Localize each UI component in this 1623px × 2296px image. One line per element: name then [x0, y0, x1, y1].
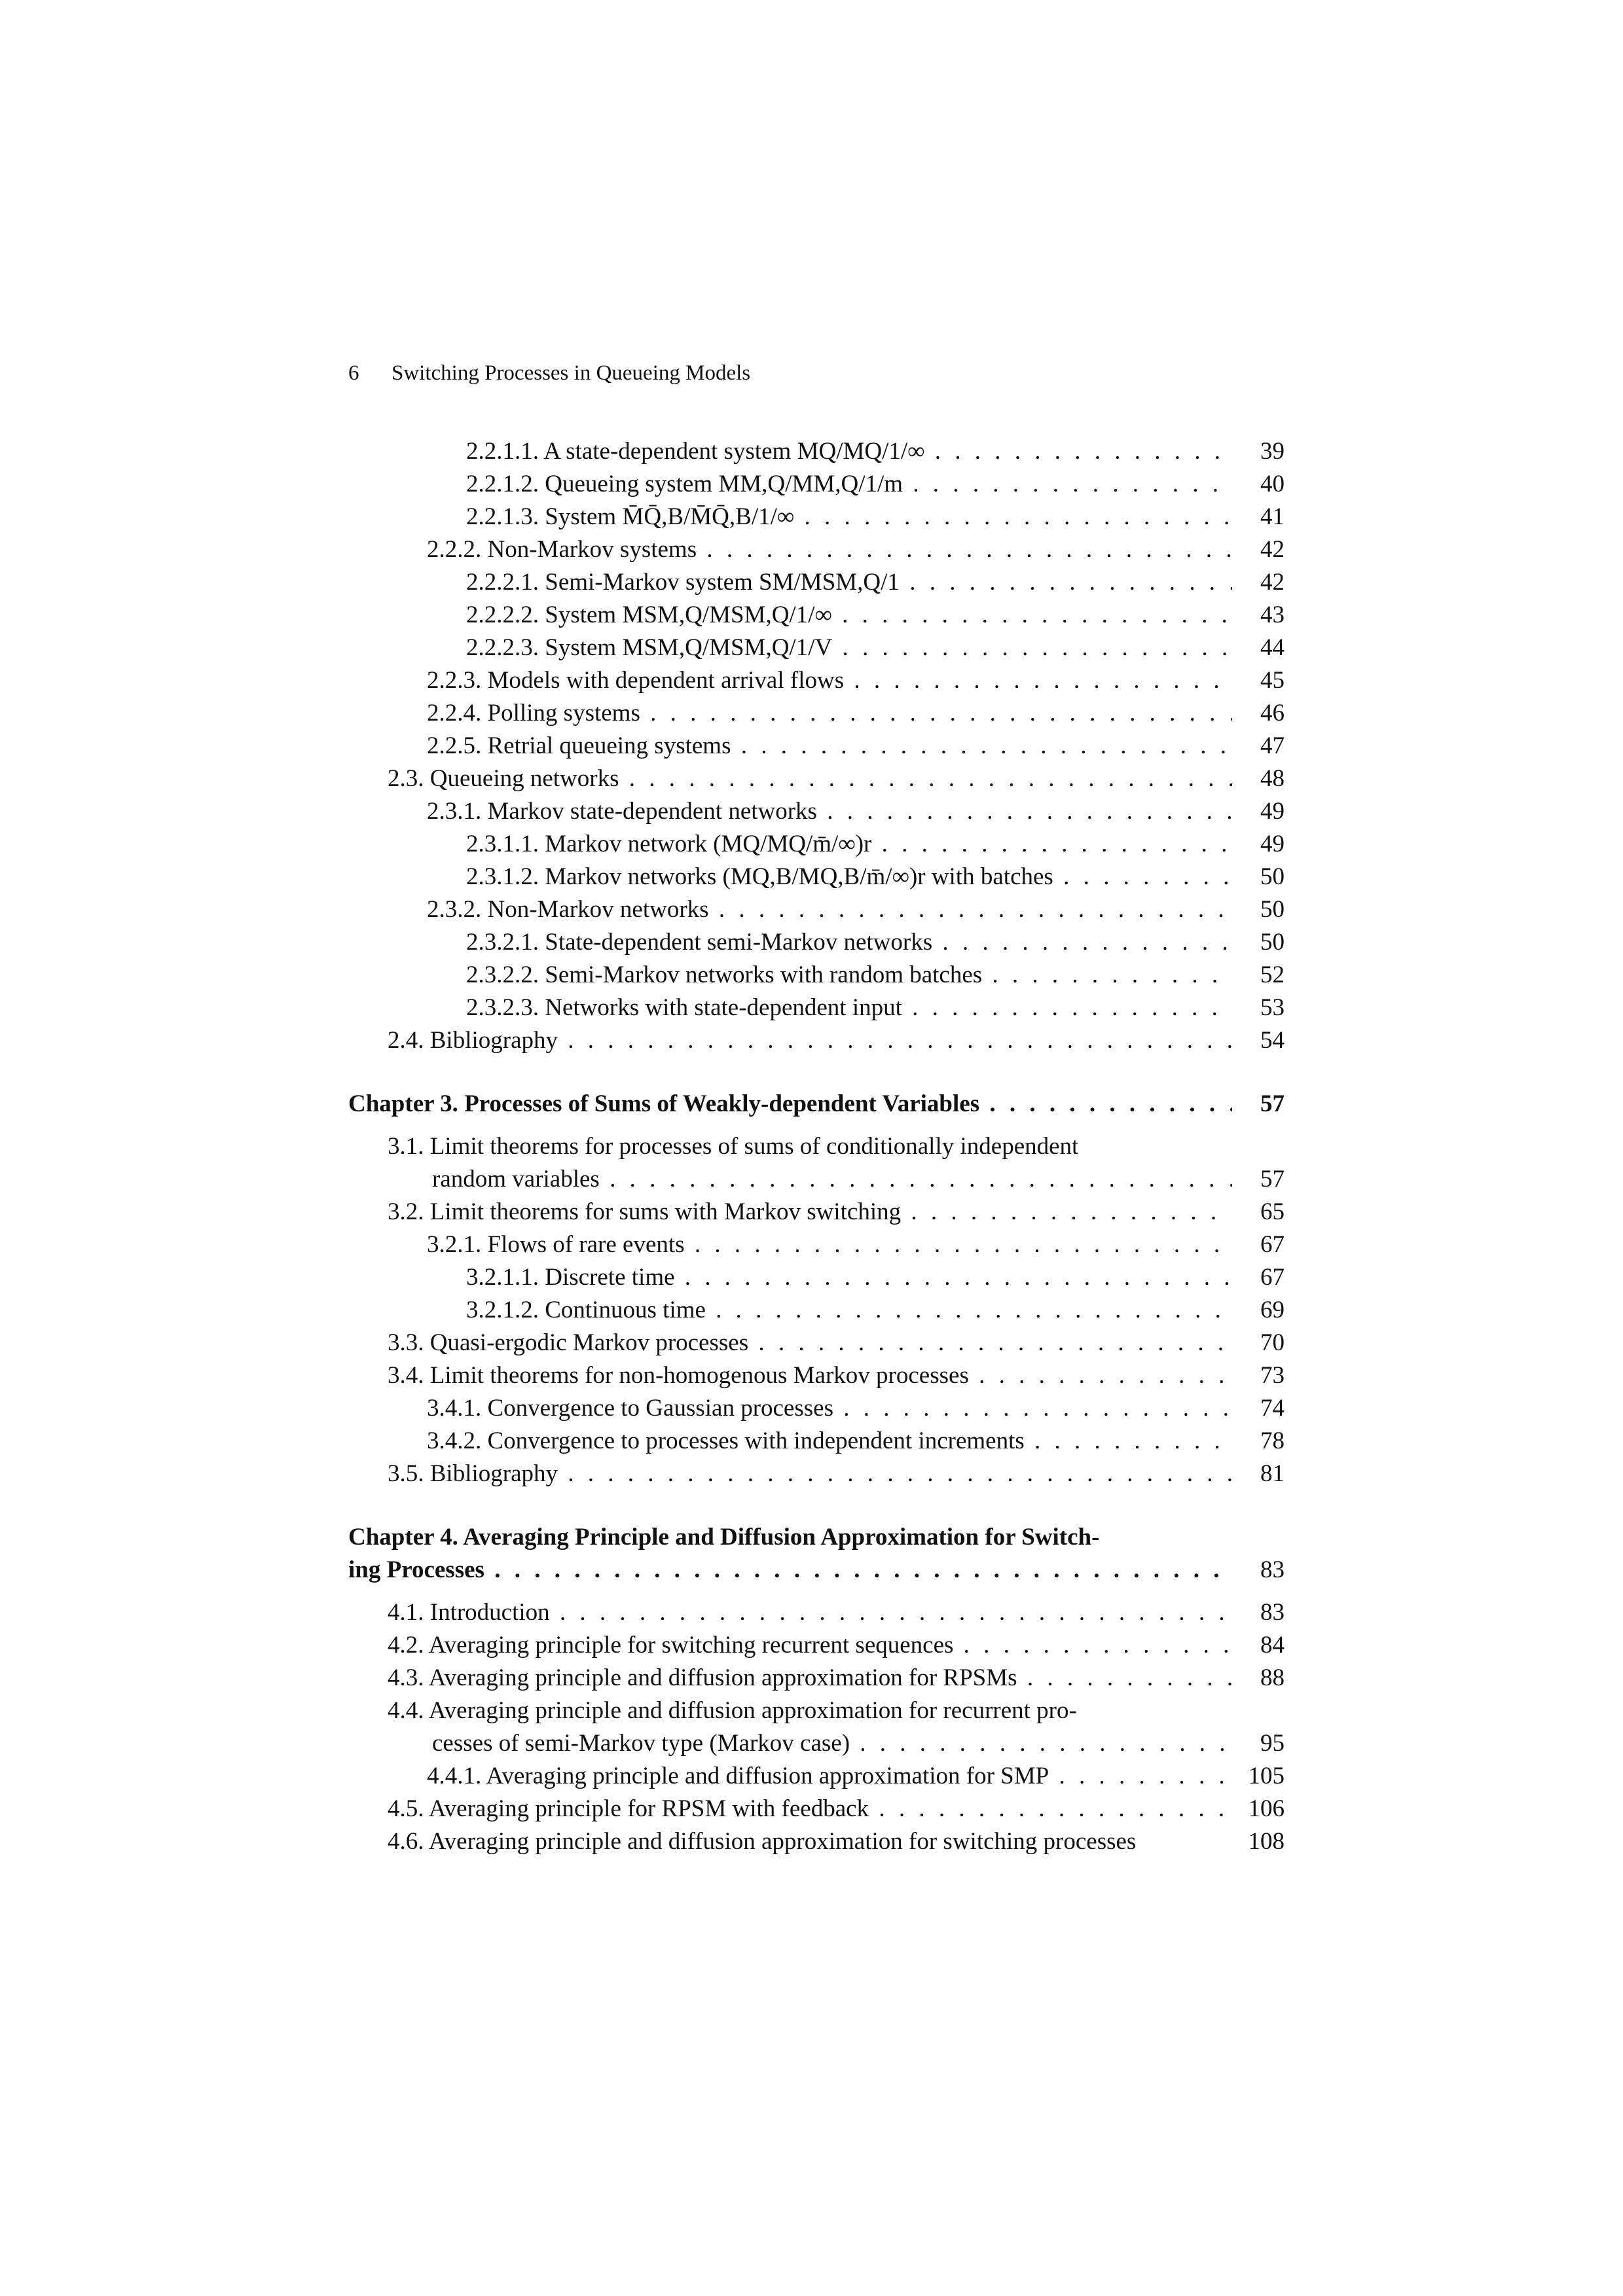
toc-entry-page: 40: [1260, 471, 1285, 497]
toc-entry[interactable]: [348, 533, 1285, 566]
toc-entry-page: 73: [1260, 1362, 1285, 1389]
toc-entry-page: 83: [1260, 1599, 1285, 1626]
toc-entry-title: 2.2.1.3. System M̄Q̄,B/M̄Q̄,B/1/∞ . . .: [466, 501, 1232, 533]
toc-entry[interactable]: [348, 828, 1285, 861]
toc-entry-page: 88: [1260, 1664, 1285, 1691]
toc-entry[interactable]: [348, 1229, 1285, 1261]
toc-entry-page: 43: [1260, 601, 1285, 628]
toc-entry[interactable]: [348, 1596, 1285, 1629]
toc-entry-title: 2.2.2. Non-Markov systems . . .: [427, 533, 1232, 566]
toc-chapter-title: Chapter 3. Processes of Sums of Weakly-dependent Variables . . .: [348, 1088, 1232, 1121]
running-header: [348, 356, 750, 390]
toc-entry[interactable]: [348, 1024, 1285, 1057]
toc-chapter-entry[interactable]: [348, 1521, 1285, 1554]
toc-entry-title: 2.2.2.2. System MSM,Q/MSM,Q/1/∞ . . .: [466, 599, 1232, 632]
toc-entry-page: 78: [1260, 1427, 1285, 1454]
toc-entry-page: 53: [1260, 994, 1285, 1021]
toc-entry[interactable]: [348, 1425, 1285, 1458]
table-of-contents: [348, 435, 1285, 1858]
toc-entry-title: 4.2. Averaging principle for switching recurrent sequences . . .: [388, 1629, 1232, 1662]
toc-entry[interactable]: [348, 599, 1285, 632]
toc-entry-title: 3.4.2. Convergence to processes with independent increments . . .: [427, 1425, 1232, 1458]
toc-entry-title: 4.3. Averaging principle and diffusion approximation for RPSMs . . .: [388, 1662, 1232, 1695]
toc-entry-page: 45: [1260, 667, 1285, 694]
toc-entry-title: 4.5. Averaging principle for RPSM with feedback . . .: [388, 1793, 1232, 1825]
toc-entry[interactable]: [348, 1760, 1285, 1793]
toc-entry-continuation[interactable]: [348, 1163, 1285, 1196]
toc-entry-title: 2.4. Bibliography . . .: [388, 1024, 1232, 1057]
toc-entry[interactable]: [348, 992, 1285, 1024]
toc-entry-page: 70: [1260, 1329, 1285, 1356]
toc-entry[interactable]: [348, 697, 1285, 730]
toc-entry-title: 3.2.1.2. Continuous time . . .: [466, 1294, 1232, 1327]
toc-entry-page: 84: [1260, 1632, 1285, 1659]
toc-entry-title: 2.3.1. Markov state-dependent networks . . .: [427, 795, 1232, 828]
toc-entry[interactable]: [348, 1825, 1285, 1858]
toc-entry[interactable]: [348, 1327, 1285, 1359]
toc-entry-page: 47: [1260, 732, 1285, 759]
toc-entry[interactable]: [348, 632, 1285, 664]
toc-entry[interactable]: [348, 861, 1285, 893]
toc-entry[interactable]: [348, 893, 1285, 926]
toc-entry-page: 83: [1260, 1556, 1285, 1583]
toc-entry-title: 2.2.2.1. Semi-Markov system SM/MSM,Q/1 . . .: [466, 566, 1232, 599]
toc-entry-page: 48: [1260, 765, 1285, 792]
toc-entry-page: 106: [1248, 1795, 1285, 1822]
toc-entry-title: cesses of semi-Markov type (Markov case) . . .: [432, 1727, 1232, 1760]
toc-chapter-title: Chapter 4. Averaging Principle and Diffusion Approximation for Switch-: [348, 1524, 1100, 1551]
toc-entry[interactable]: [348, 1695, 1285, 1727]
toc-entry-title: 2.3.1.2. Markov networks (MQ,B/MQ,B/m̄/∞)r with batches . . .: [466, 861, 1232, 893]
toc-entry-title: 2.2.5. Retrial queueing systems . . .: [427, 730, 1232, 762]
toc-entry-title: 3.4. Limit theorems for non-homogenous Markov processes . . .: [388, 1359, 1232, 1392]
toc-entry[interactable]: [348, 795, 1285, 828]
toc-entry-title: 2.3.2. Non-Markov networks . . .: [427, 893, 1232, 926]
toc-entry-title: 4.4. Averaging principle and diffusion approximation for recurrent pro-: [388, 1697, 1077, 1724]
toc-entry[interactable]: [348, 664, 1285, 697]
toc-entry-title: 3.2.1.1. Discrete time . . .: [466, 1261, 1232, 1294]
toc-entry-title: 2.2.3. Models with dependent arrival flows . . .: [427, 664, 1232, 697]
toc-entry-page: 41: [1260, 503, 1285, 530]
toc-entry-title: 3.2. Limit theorems for sums with Markov switching . . .: [388, 1196, 1232, 1229]
toc-entry-title: 3.5. Bibliography . . .: [388, 1458, 1232, 1490]
toc-entry-page: 50: [1260, 929, 1285, 956]
toc-entry-title: 3.2.1. Flows of rare events . . .: [427, 1229, 1232, 1261]
toc-entry-page: 52: [1260, 961, 1285, 988]
toc-chapter-continuation[interactable]: [348, 1554, 1285, 1587]
toc-entry[interactable]: [348, 1359, 1285, 1392]
toc-entry-page: 46: [1260, 700, 1285, 726]
toc-entry-page: 42: [1260, 569, 1285, 596]
toc-entry-title: 4.1. Introduction . . .: [388, 1596, 1232, 1629]
toc-entry-page: 69: [1260, 1297, 1285, 1323]
toc-entry-page: 49: [1260, 798, 1285, 825]
toc-entry-title: 2.3.2.3. Networks with state-dependent input . . .: [466, 992, 1232, 1024]
toc-entry-continuation[interactable]: [348, 1727, 1285, 1760]
toc-entry-page: 57: [1260, 1166, 1285, 1193]
toc-entry-page: 50: [1260, 863, 1285, 890]
toc-entry-title: 2.3.1.1. Markov network (MQ/MQ/m̄/∞)r . . .: [466, 828, 1232, 861]
toc-entry[interactable]: [348, 926, 1285, 959]
toc-entry[interactable]: [348, 1458, 1285, 1490]
toc-entry-page: 42: [1260, 536, 1285, 563]
toc-entry[interactable]: [348, 730, 1285, 762]
toc-entry[interactable]: [348, 1261, 1285, 1294]
toc-entry-title: 3.3. Quasi-ergodic Markov processes . . .: [388, 1327, 1232, 1359]
toc-chapter-title: ing Processes . . .: [348, 1554, 1232, 1587]
toc-entry-title: 2.2.1.1. A state-dependent system MQ/MQ/1/∞ . . .: [466, 435, 1232, 468]
toc-entry-page: 54: [1260, 1027, 1285, 1054]
toc-entry-title: 2.3.2.2. Semi-Markov networks with random batches . . .: [466, 959, 1232, 992]
toc-entry-title: 2.3. Queueing networks . . .: [388, 762, 1232, 795]
page-number: 6: [348, 361, 359, 385]
toc-entry[interactable]: [348, 762, 1285, 795]
running-title: Switching Processes in Queueing Models: [392, 361, 751, 385]
toc-entry-title: 2.3.2.1. State-dependent semi-Markov networks . . .: [466, 926, 1232, 959]
toc-entry[interactable]: [348, 1662, 1285, 1695]
toc-entry-page: 81: [1260, 1460, 1285, 1487]
toc-entry-page: 67: [1260, 1231, 1285, 1258]
toc-entry-page: 57: [1260, 1090, 1285, 1117]
toc-entry-page: 65: [1260, 1198, 1285, 1225]
toc-entry[interactable]: [348, 1392, 1285, 1425]
toc-entry-title: 2.2.2.3. System MSM,Q/MSM,Q/1/V . . .: [466, 632, 1232, 664]
toc-entry-page: 49: [1260, 831, 1285, 857]
toc-entry[interactable]: [348, 566, 1285, 599]
toc-entry-page: 105: [1248, 1763, 1285, 1789]
toc-entry-title: random variables . . .: [432, 1163, 1232, 1196]
toc-entry[interactable]: [348, 435, 1285, 468]
toc-entry[interactable]: [348, 1130, 1285, 1163]
toc-entry-page: 95: [1260, 1730, 1285, 1757]
toc-entry-title: 3.1. Limit theorems for processes of sums of conditionally independent: [388, 1133, 1079, 1160]
toc-entry-title: 2.2.1.2. Queueing system MM,Q/MM,Q/1/m . . .: [466, 468, 1232, 501]
toc-entry-page: 44: [1260, 634, 1285, 661]
toc-entry-title: 3.4.1. Convergence to Gaussian processes . . .: [427, 1392, 1232, 1425]
toc-entry[interactable]: [348, 1793, 1285, 1825]
toc-entry-page: 39: [1260, 438, 1285, 465]
toc-entry-page: 67: [1260, 1264, 1285, 1291]
toc-entry-page: 74: [1260, 1395, 1285, 1422]
toc-entry[interactable]: [348, 959, 1285, 992]
toc-chapter-entry[interactable]: [348, 1088, 1285, 1121]
toc-entry[interactable]: [348, 501, 1285, 533]
toc-entry-title: 2.2.4. Polling systems . . .: [427, 697, 1232, 730]
toc-entry[interactable]: [348, 1629, 1285, 1662]
toc-entry-page: 108: [1248, 1828, 1285, 1855]
toc-entry-page: 50: [1260, 896, 1285, 923]
toc-entry[interactable]: [348, 1196, 1285, 1229]
toc-entry-title: 4.6. Averaging principle and diffusion approximation for switching processes: [388, 1828, 1137, 1855]
toc-entry[interactable]: [348, 468, 1285, 501]
toc-entry[interactable]: [348, 1294, 1285, 1327]
toc-entry-title: 4.4.1. Averaging principle and diffusion approximation for SMP . . .: [427, 1760, 1232, 1793]
